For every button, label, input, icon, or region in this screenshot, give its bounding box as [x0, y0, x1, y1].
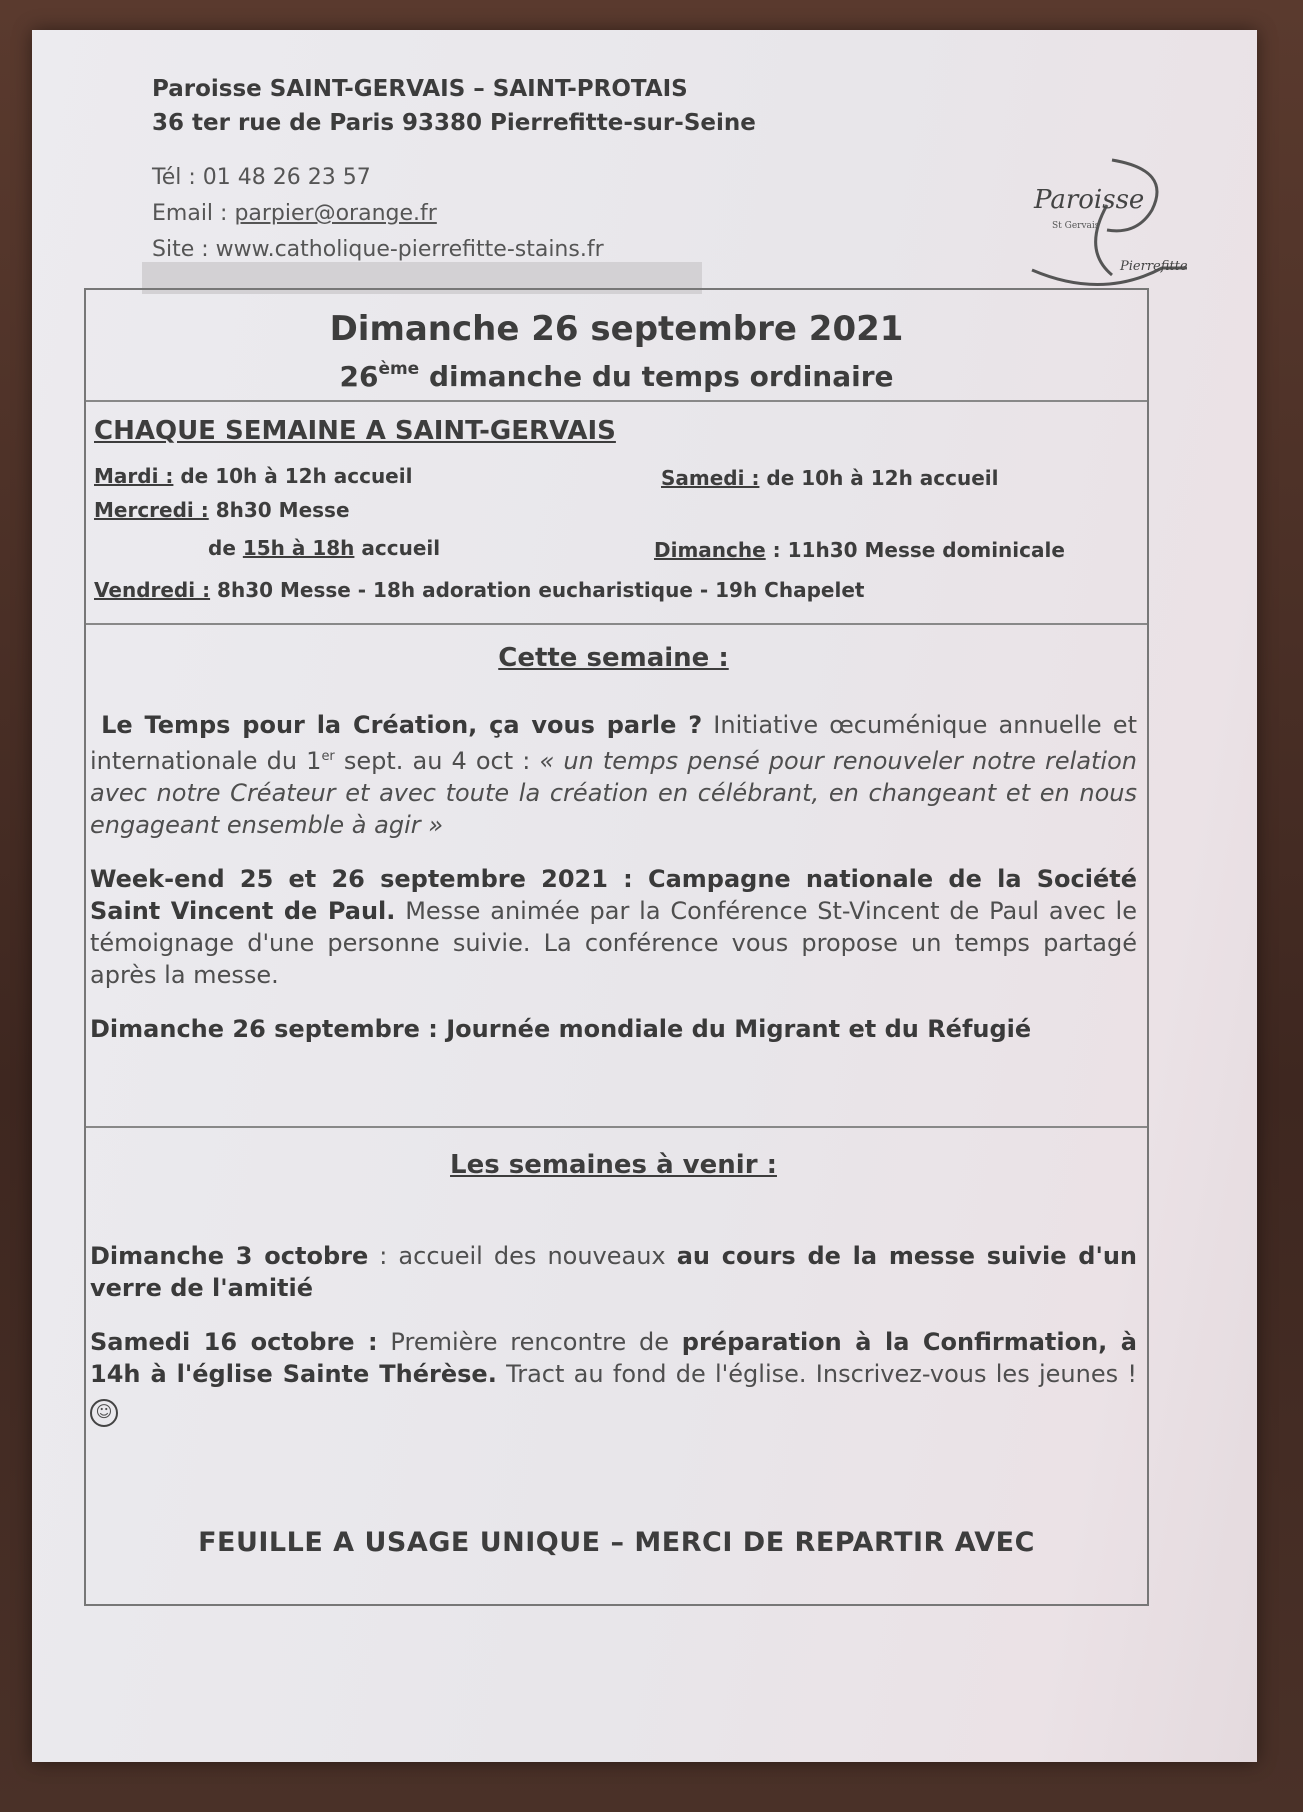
schedule-samedi [661, 466, 999, 490]
parish-website[interactable]: Site : www.catholique-pierrefitte-stains.fr [152, 237, 604, 262]
logo-text-main: Paroisse [1034, 185, 1145, 215]
day-text: de 10h à 12h accueil [173, 464, 413, 488]
schedule-mercredi-afternoon: de 15h à 18h accueil [208, 536, 441, 560]
parish-logo [1012, 150, 1202, 300]
upcoming-section [86, 1128, 1147, 1606]
ordinal-suffix: ème [378, 359, 420, 379]
schedule-mardi [94, 464, 412, 488]
weekly-heading: CHAQUE SEMAINE A SAINT-GERVAIS [94, 416, 616, 446]
schedule-vendredi [94, 578, 864, 602]
hours-text: 15h à 18h [242, 536, 355, 560]
announcement-newcomers: Dimanche 3 octobre : accueil des nouveaux au cours de la messe suivie d'un verre de l'amitié [90, 1242, 1137, 1302]
day-label: Dimanche [654, 538, 766, 562]
liturgical-title [86, 350, 1147, 396]
this-week-section [86, 625, 1147, 1128]
sunday-subtitle: dimanche du temps ordinaire [419, 360, 894, 393]
announcement-confirmation: Samedi 16 octobre : Première rencontre de préparation à la Confirmation, à 14h à l'église Sainte Thérèse. Tract au fond de l'église. Inscrivez-vous les jeunes ! ☺ [90, 1326, 1137, 1427]
day-text: 8h30 Messe - 18h adoration eucharistique - 19h Chapelet [210, 578, 865, 602]
parish-name: Paroisse SAINT-GERVAIS – SAINT-PROTAIS [152, 76, 688, 102]
day-text: : 11h30 Messe dominicale [765, 538, 1065, 562]
day-text: de 10h à 12h accueil [759, 466, 999, 490]
announcement-migrant-day: Dimanche 26 septembre : Journée mondiale du Migrant et du Réfugié [90, 1015, 1032, 1043]
day-text: 8h30 Messe [208, 498, 350, 522]
smiley-icon: ☺ [90, 1399, 118, 1427]
parish-email-line [152, 196, 756, 232]
email-link[interactable]: parpier@orange.fr [234, 201, 437, 226]
title-section [86, 290, 1147, 402]
announcement-creation: Le Temps pour la Création, ça vous parle ? Initiative œcuménique annuelle et internationale du 1er sept. au 4 oct : « un temps pensé pour renouveler notre relation avec notre Créateur et avec toute la création en célébrant, en changeant et en nous engageant ensemble à agir » [90, 711, 1137, 839]
logo-text-city: Pierrefitte [1120, 259, 1188, 274]
parish-phone: Tél : 01 48 26 23 57 [152, 165, 371, 190]
schedule-dimanche [654, 538, 1065, 562]
leaflet-sheet [32, 30, 1257, 1762]
bulletin-frame [84, 288, 1149, 1606]
day-label: Mardi : [94, 464, 174, 488]
sunday-number: 26 [339, 360, 379, 393]
parish-header [152, 72, 756, 268]
day-label: Vendredi : [94, 578, 211, 602]
logo-text-small: St Gervais [1052, 221, 1100, 231]
parish-address: 36 ter rue de Paris 93380 Pierrefitte-sur-Seine [152, 110, 756, 136]
day-label: Samedi : [661, 466, 760, 490]
schedule-mercredi [94, 498, 350, 522]
weekly-schedule-section [86, 402, 1147, 625]
footer-notice: FEUILLE A USAGE UNIQUE – MERCI DE REPARTIR AVEC [198, 1527, 1035, 1558]
upcoming-heading: Les semaines à venir : [450, 1150, 777, 1180]
day-label: Mercredi : [94, 498, 209, 522]
announcement-ssvp: Week-end 25 et 26 septembre 2021 : Campagne nationale de la Société Saint Vincent de Paul. Messe animée par la Conférence St-Vincent de Paul avec le témoignage d'une personne suivie. La conférence vous propose un temps partagé après la messe. [90, 865, 1137, 989]
bulletin-date: Dimanche 26 septembre 2021 [329, 309, 904, 349]
email-label: Email : [152, 201, 235, 226]
this-week-heading: Cette semaine : [498, 643, 729, 673]
